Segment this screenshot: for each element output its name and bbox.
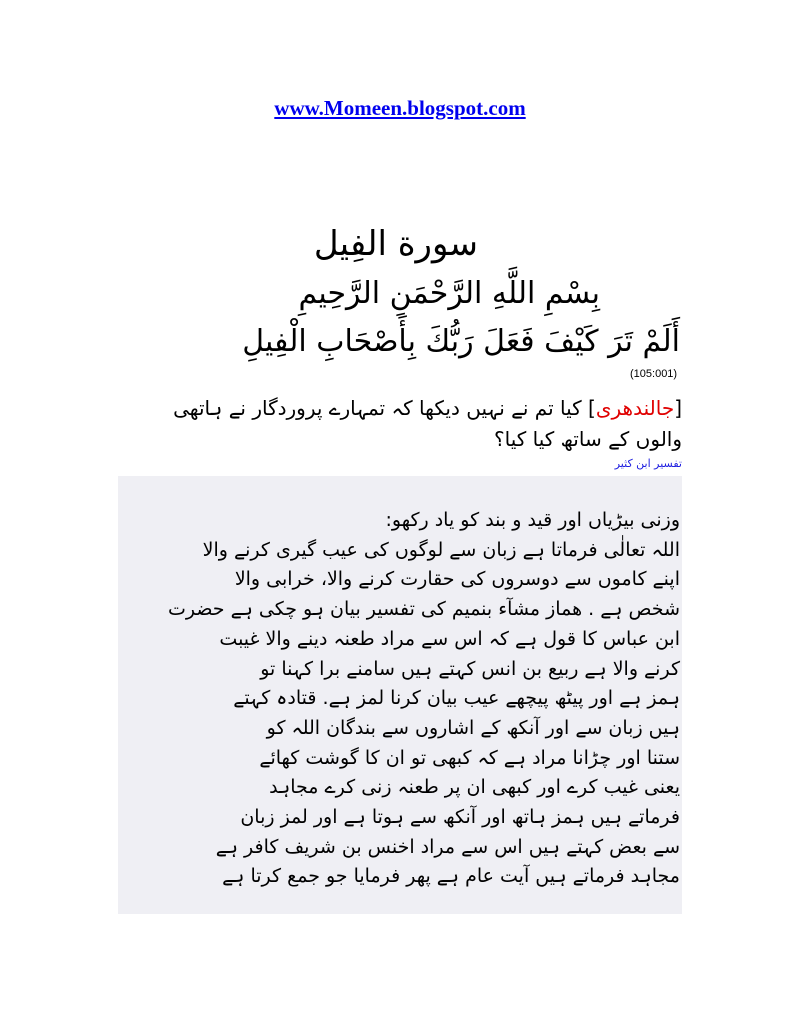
tafsir-line: وزنی بیڑیاں اور قید و بند کو یاد رکھو:: [385, 509, 680, 531]
tafsir-line: کرنے والا ہے ربیع بن انس کہتے ہیں سامنے برا کہنا تو: [260, 657, 680, 680]
tafsir-line: مجاہد فرماتے ہیں آیت عام ہے پھر فرمایا جو جمع کرتا ہے: [222, 865, 680, 888]
bracket-close: ]: [588, 396, 596, 420]
tafsir-line: ہیں زبان سے اور آنکھ کے اشاروں سے بندگان اللہ کو: [266, 716, 680, 739]
translation: [122, 393, 682, 455]
tafsir-line: ابن عباس کا قول ہے کہ اس سے مراد طعنہ دینے والا غیبت: [219, 627, 680, 650]
tafsir-line: فرماتے ہیں ہمز ہاتھ اور آنکھ سے ہوتا ہے اور لمز زبان: [240, 806, 680, 829]
tafsir-line: یعنی غیب کرے اور کبھی ان پر طعنہ زنی کرے مجاہد: [269, 776, 680, 799]
tafsir-line: اللہ تعالٰی فرماتا ہے زبان سے لوگوں کی عیب گیری کرنے والا: [202, 538, 680, 561]
tafsir-line: ہمز ہے اور پیٹھ پیچھے عیب بیان کرنا لمز ہے. قتادہ کہتے: [233, 687, 680, 710]
basmala: بِسْمِ اللَّهِ الرَّحْمَنِ الرَّحِيمِ: [298, 276, 600, 311]
tafsir-panel: [118, 476, 682, 914]
tafsir-line: سے بعض کہتے ہیں اس سے مراد اخنس بن شریف کافر ہے: [215, 835, 680, 858]
surah-title: سورة الفِيل: [313, 224, 478, 264]
tafsir-body: [118, 506, 682, 892]
tafsir-label[interactable]: تفسیر ابن کثیر: [614, 457, 682, 470]
tafsir-line: اپنے کاموں سے دوسروں کی حقارت کرنے والا، خرابی والا: [234, 568, 680, 591]
bracket-open: [: [674, 396, 682, 420]
ayah-reference: (105:001): [630, 368, 678, 380]
tafsir-line: ستنا اور چڑانا مراد ہے کہ کبھی تو ان کا گوشت کھائے: [259, 746, 680, 769]
ayah-text: أَلَمْ تَرَ كَيْفَ فَعَلَ رَبُّكَ بِأَصْحَابِ الْفِيلِ: [242, 324, 680, 359]
site-link[interactable]: www.Momeen.blogspot.com: [274, 96, 526, 120]
translation-text: کیا تم نے نہیں دیکھا کہ تمہارے پروردگار نے ہاتھی والوں کے ساتھ کیا کیا؟: [173, 396, 682, 451]
tafsir-line: شخص ہے . ھماز مشآء بنمیم کی تفسیر بیان ہو چکی ہے حضرت: [167, 598, 680, 621]
translator-name: جالندھری: [595, 396, 675, 420]
